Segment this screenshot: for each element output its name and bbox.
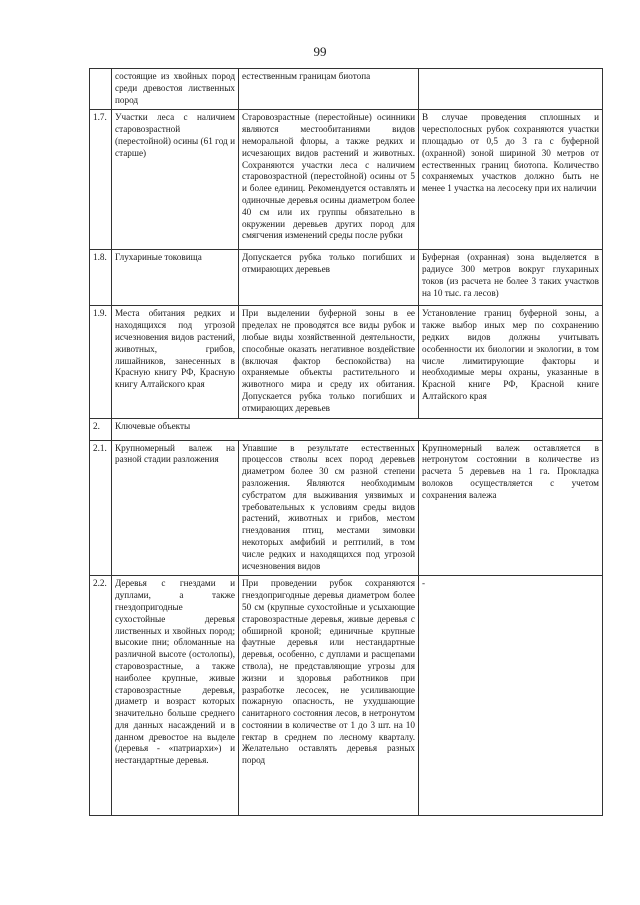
object-cell: Деревья с гнездами и дуплами, а также гнездопригодные сухостойные деревья лиственных и хвойных пород; высокие пни; обломанные на различной высоте (остолопы), старовозрастные, а также наиболее крупные, живые старовозрастные деревья, диаметр и возраст которых значительно больше среднего для данных насаждений и в данном древостое на выделе (деревья - «патриархи») и нестандартные деревья. bbox=[112, 576, 239, 816]
measures-cell: - bbox=[419, 576, 603, 816]
object-cell: Глухариные токовища bbox=[112, 250, 239, 306]
section-title: Ключевые объекты bbox=[112, 418, 603, 440]
description-cell: Старовозрастные (перестойные) осинники являются местообитаниями видов неморальной флоры, а также редких и исчезающих видов растений и животных. Сохраняются участки леса с наличием старовозрастной (перестойной) осины от 5 и более единиц. Рекомендуется оставлять и одиночные деревья осины диаметром более 40 см или их группы обязательно в окружении деревьев других пород для смягчения изменений среды после рубки bbox=[239, 110, 419, 250]
row-number bbox=[90, 69, 112, 110]
table-row bbox=[90, 250, 603, 306]
object-cell: Места обитания редких и находящихся под угрозой исчезновения видов растений, животных, грибов, лишайников, занесенных в Красную книгу РФ, Красную книгу Алтайского края bbox=[112, 306, 239, 418]
object-cell: Крупномерный валеж на разной стадии разложения bbox=[112, 440, 239, 576]
measures-cell: Крупномерный валеж оставляется в нетронутом состоянии в количестве из расчета 5 деревьев на 1 га. Прокладка волоков осуществляется с учетом сохранения валежа bbox=[419, 440, 603, 576]
table-row bbox=[90, 69, 603, 110]
table-row bbox=[90, 576, 603, 816]
description-cell: При выделении буферной зоны в ее пределах не проводятся все виды рубок и любые виды хозяйственной деятельности, способные оказать негативное воздействие (включая фактор беспокойства) на охраняемые объекты растительного и животного мира и среду их обитания. Допускается рубка только погибших и отмирающих деревьев bbox=[239, 306, 419, 418]
table-row bbox=[90, 306, 603, 418]
description-cell: Допускается рубка только погибших и отмирающих деревьев bbox=[239, 250, 419, 306]
description-cell: Упавшие в результате естественных процессов стволы всех пород деревьев диаметром более 30 см разной степени разложения. Являются необходимым субстратом для выживания уязвимых и требовательных к условиям среды видов растений, животных и грибов, местом гнездования птиц, местами зимовки некоторых амфибий и рептилий, в том числе редких и находящихся под угрозой исчезновения видов bbox=[239, 440, 419, 576]
object-cell: состоящие из хвойных пород среди древостоя лиственных пород bbox=[112, 69, 239, 110]
table-row bbox=[90, 110, 603, 250]
row-number: 2. bbox=[90, 418, 112, 440]
section-row bbox=[90, 418, 603, 440]
description-cell: При проведении рубок сохраняются гнездопригодные деревья диаметром более 50 см (крупные сухостойные и усыхающие старовозрастные деревья, живые деревья с обширной кроной; единичные крупные фаутные деревья или нестандартные деревья, особенно, с дуплами и расщепами ствола), не представляющие угрозы для жизни и здоровья работников при разработке лесосек, не усиливающие пожарную опасность, не ухудшающие санитарного состояния лесов, в нетронутом состоянии в количестве от 1 до 3 шт. на 10 гектар в среднем по лесному кварталу. Желательно оставлять деревья разных пород bbox=[239, 576, 419, 816]
page-number: 99 bbox=[313, 44, 327, 59]
measures-cell: Буферная (охранная) зона выделяется в радиусе 300 метров вокруг глухариных токов (из расчета не более 3 таких участков на 10 тыс. га лесов) bbox=[419, 250, 603, 306]
table-row bbox=[90, 440, 603, 576]
row-number: 1.7. bbox=[90, 110, 112, 250]
description-cell: естественным границам биотопа bbox=[239, 69, 419, 110]
measures-cell bbox=[419, 69, 603, 110]
row-number: 2.2. bbox=[90, 576, 112, 816]
object-cell: Участки леса с наличием старовозрастной (перестойной) осины (61 год и старше) bbox=[112, 110, 239, 250]
row-number: 1.8. bbox=[90, 250, 112, 306]
measures-cell: Установление границ буферной зоны, а также выбор иных мер по сохранению редких видов должны учитывать особенности их биологии и экологии, в том числе лимитирующие факторы и необходимые меры охраны, указанные в Красной книге РФ, Красной книге Алтайского края bbox=[419, 306, 603, 418]
row-number: 2.1. bbox=[90, 440, 112, 576]
conservation-measures-table bbox=[89, 68, 603, 816]
measures-cell: В случае проведения сплошных и чересполосных рубок сохраняются участки площадью от 0,5 до 3 га с буферной (охранной) зоной шириной 30 метров от естественных границ биотопа. Количество сохраняемых участков должно быть не менее 1 участка на лесосеку при их наличии bbox=[419, 110, 603, 250]
row-number: 1.9. bbox=[90, 306, 112, 418]
